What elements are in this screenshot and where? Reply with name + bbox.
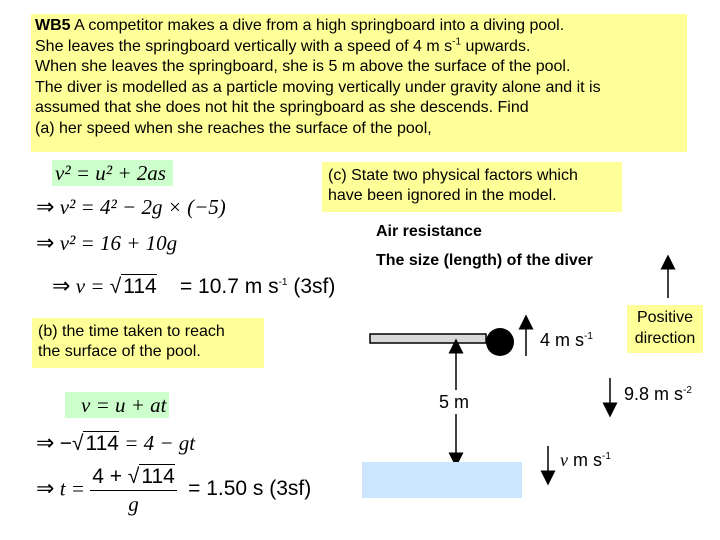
part-a-answer: = 10.7 m $s^{-1}$ (3sf) [179,275,336,298]
pool [362,462,522,498]
part-b-formula: v = u + at [65,392,169,418]
part-a-step-2: ⇒ v² = 16 + 10g [36,231,178,256]
question-line-3: When she leaves the springboard, she is 5 m above the surface of the pool. [35,58,571,75]
final-velocity-label: v m $s^{-1}$ [560,450,611,470]
question-line-2: She leaves the springboard vertically with a speed of 4 m $s^{-1}$ upwards. [35,36,531,55]
part-a-step-1: ⇒ v² = 4² − 2g × (−5) [36,195,226,220]
diver-particle [486,328,514,356]
part-b-question-box: (b) the time taken to reach the surface of the pool. [32,318,264,368]
implies-icon: ⇒ [36,431,55,456]
sqrt-symbol: √ [71,432,84,455]
part-a-step-3: ⇒ v = √114 = 10.7 m $s^{-1}$ (3sf) [52,274,336,299]
part-b-answer: = 1.50 s (3sf) [188,477,312,501]
gravity-label: 9.8 m $s^{-2}$ [624,384,692,404]
springboard [370,334,486,343]
question-line-6: (a) her speed when she reaches the surface of the pool, [35,119,432,137]
initial-speed-label: 4 m $s^{-1}$ [540,330,593,350]
implies-icon: ⇒ [36,476,55,502]
height-label: 5 m [439,392,470,412]
question-line-5: assumed that she does not hit the springboard as she descends. Find [35,99,529,116]
question-line-4: The diver is modelled as a particle moving vertically under gravity alone and it is [35,78,601,96]
implies-icon: ⇒ [52,274,71,299]
part-c-question-box: (c) State two physical factors which have been ignored in the model. [322,162,622,212]
part-a-formula: v² = u² + 2as [52,160,173,186]
question-line-1: WB5 A competitor makes a dive from a high springboard into a diving pool. [35,17,565,34]
fraction: $\frac{4 + √114}{g}$ [92,465,175,516]
sqrt-symbol: √ [109,275,122,298]
part-b-step-2: ⇒ t = $\frac{4 + √114}{g}$ = 1.50 s (3sf) [36,465,312,516]
part-b-step-1: ⇒ −√114 = 4 − gt [36,431,196,456]
implies-icon: ⇒ [36,231,55,256]
part-c-answer-2: The size (length) of the diver [376,252,593,269]
implies-icon: ⇒ [36,195,55,220]
sqrt-symbol: √ [127,465,140,488]
positive-direction-label: Positive direction [627,305,703,353]
part-c-answer-1: Air resistance [376,223,482,240]
question-label: WB5 [35,17,71,34]
